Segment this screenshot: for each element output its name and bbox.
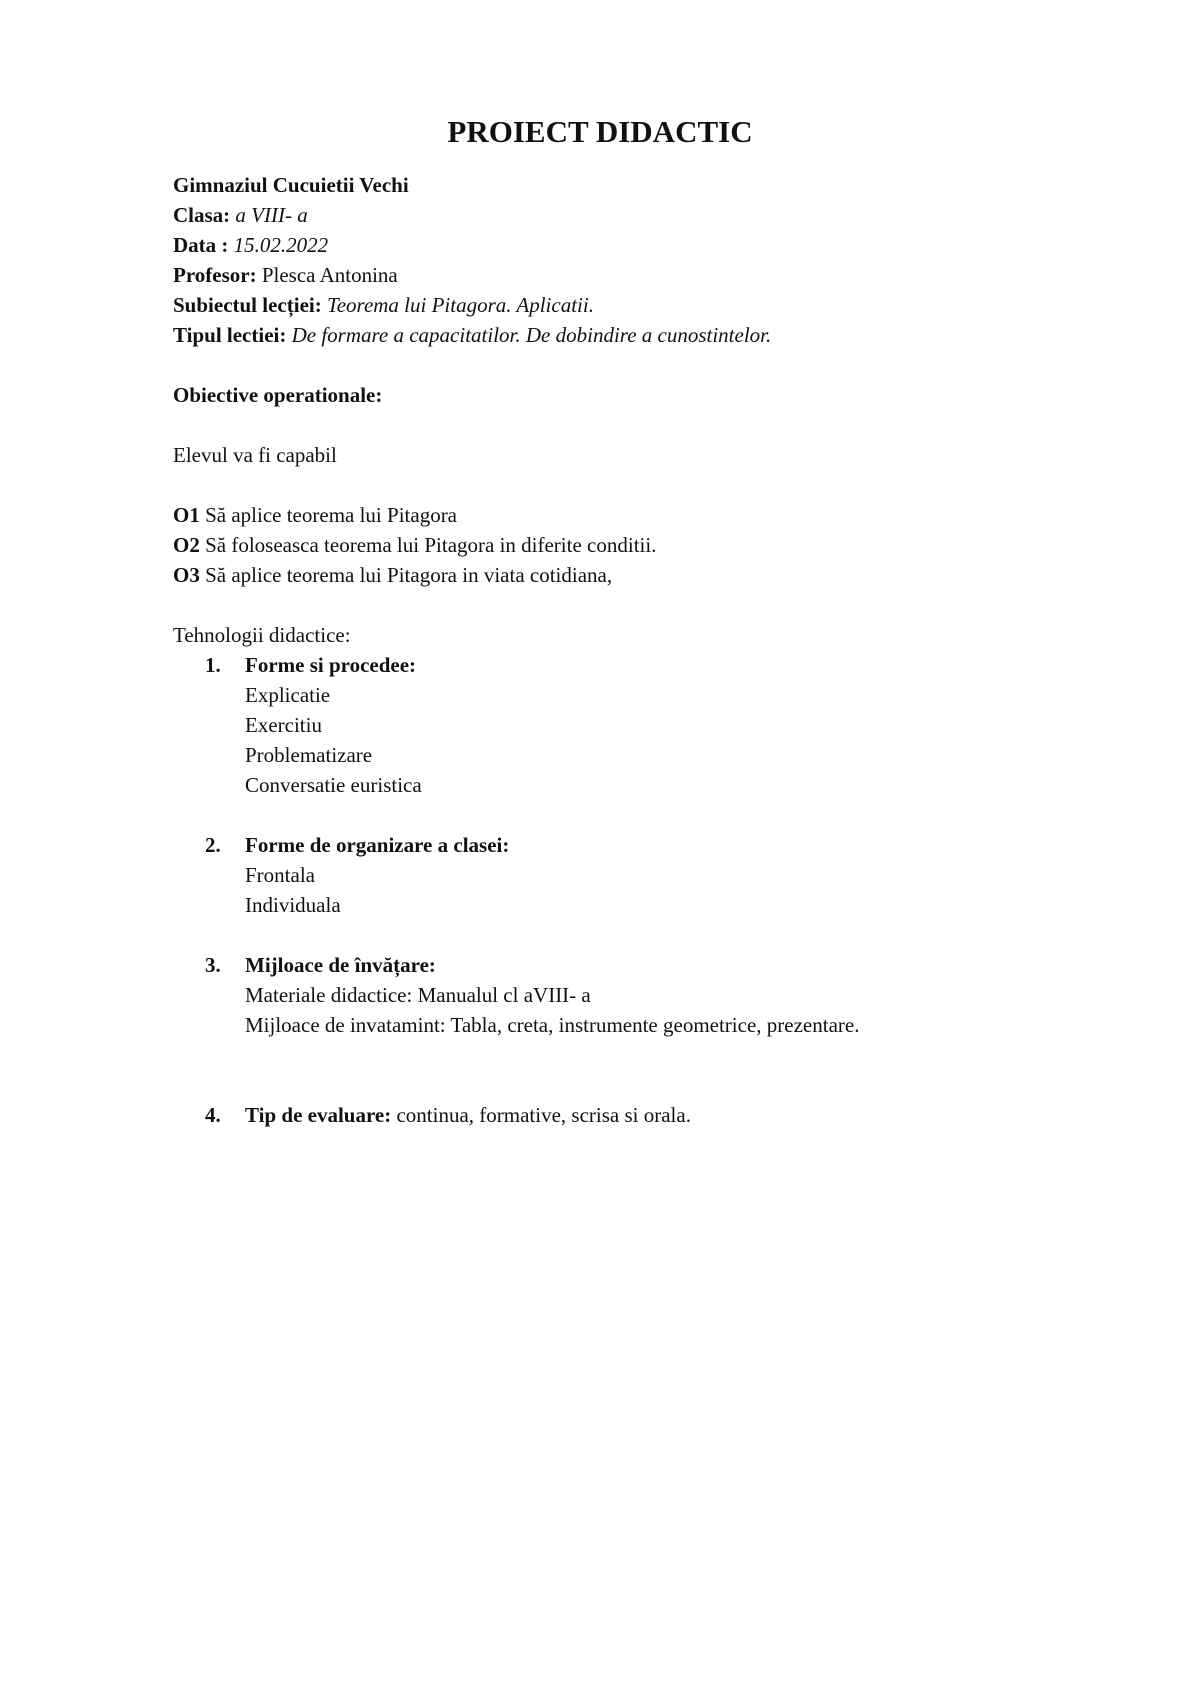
list-item: Explicatie [245,683,331,707]
objective-text: Să foloseasca teorema lui Pitagora in diferite conditii. [205,533,657,557]
lesson-type-label: Tipul lectiei: [173,323,287,347]
section-heading: Forme de organizare a clasei: [245,833,510,857]
list-item: Conversatie euristica [245,773,422,797]
list-item: Materiale didactice: Manualul cl aVIII- a [245,983,591,1007]
technologies-heading: Tehnologii didactice: [173,623,351,647]
list-item: Mijloace de invatamint: Tabla, creta, instrumente geometrice, prezentare. [245,1013,860,1037]
objective-text: Să aplice teorema lui Pitagora in viata cotidiana, [205,563,613,587]
teacher-row [173,260,398,290]
section-number: 3. [205,953,221,977]
objective-row [173,530,656,560]
document-title: PROIECT DIDACTIC [447,114,753,149]
list-item: Problematizare [245,743,373,767]
class-value: a VIII- a [235,203,308,227]
teacher-label: Profesor: [173,263,257,287]
subject-value: Teorema lui Pitagora. Aplicatii. [326,293,594,317]
evaluation-row [245,1100,691,1130]
section-number: 1. [205,653,221,677]
list-item: Frontala [245,863,315,887]
objective-code: O2 [173,533,200,557]
school-name: Gimnaziul Cucuietii Vechi [173,173,409,197]
class-row [173,200,308,230]
section-heading: Mijloace de învățare: [245,953,436,977]
objective-row [173,560,612,590]
lesson-type-row [173,320,771,350]
section-number: 2. [205,833,221,857]
list-item: Individuala [245,893,341,917]
section-number: 4. [205,1103,221,1127]
lesson-type-value: De formare a capacitatilor. De dobindire a cunostintelor. [291,323,772,347]
objective-row [173,500,457,530]
evaluation-text: continua, formative, scrisa si orala. [396,1103,691,1127]
subject-label: Subiectul lecției: [173,293,322,317]
objective-text: Să aplice teorema lui Pitagora [205,503,458,527]
date-row [173,230,328,260]
section-heading: Tip de evaluare: [245,1103,392,1127]
subject-row [173,290,594,320]
section-heading: Forme si procedee: [245,653,417,677]
objective-code: O3 [173,563,200,587]
objectives-heading: Obiective operationale: [173,383,383,407]
objective-code: O1 [173,503,200,527]
date-value: 15.02.2022 [233,233,329,257]
class-label: Clasa: [173,203,231,227]
date-label: Data : [173,233,229,257]
list-item: Exercitiu [245,713,322,737]
student-capable-text: Elevul va fi capabil [173,443,337,467]
teacher-value: Plesca Antonina [261,263,398,287]
